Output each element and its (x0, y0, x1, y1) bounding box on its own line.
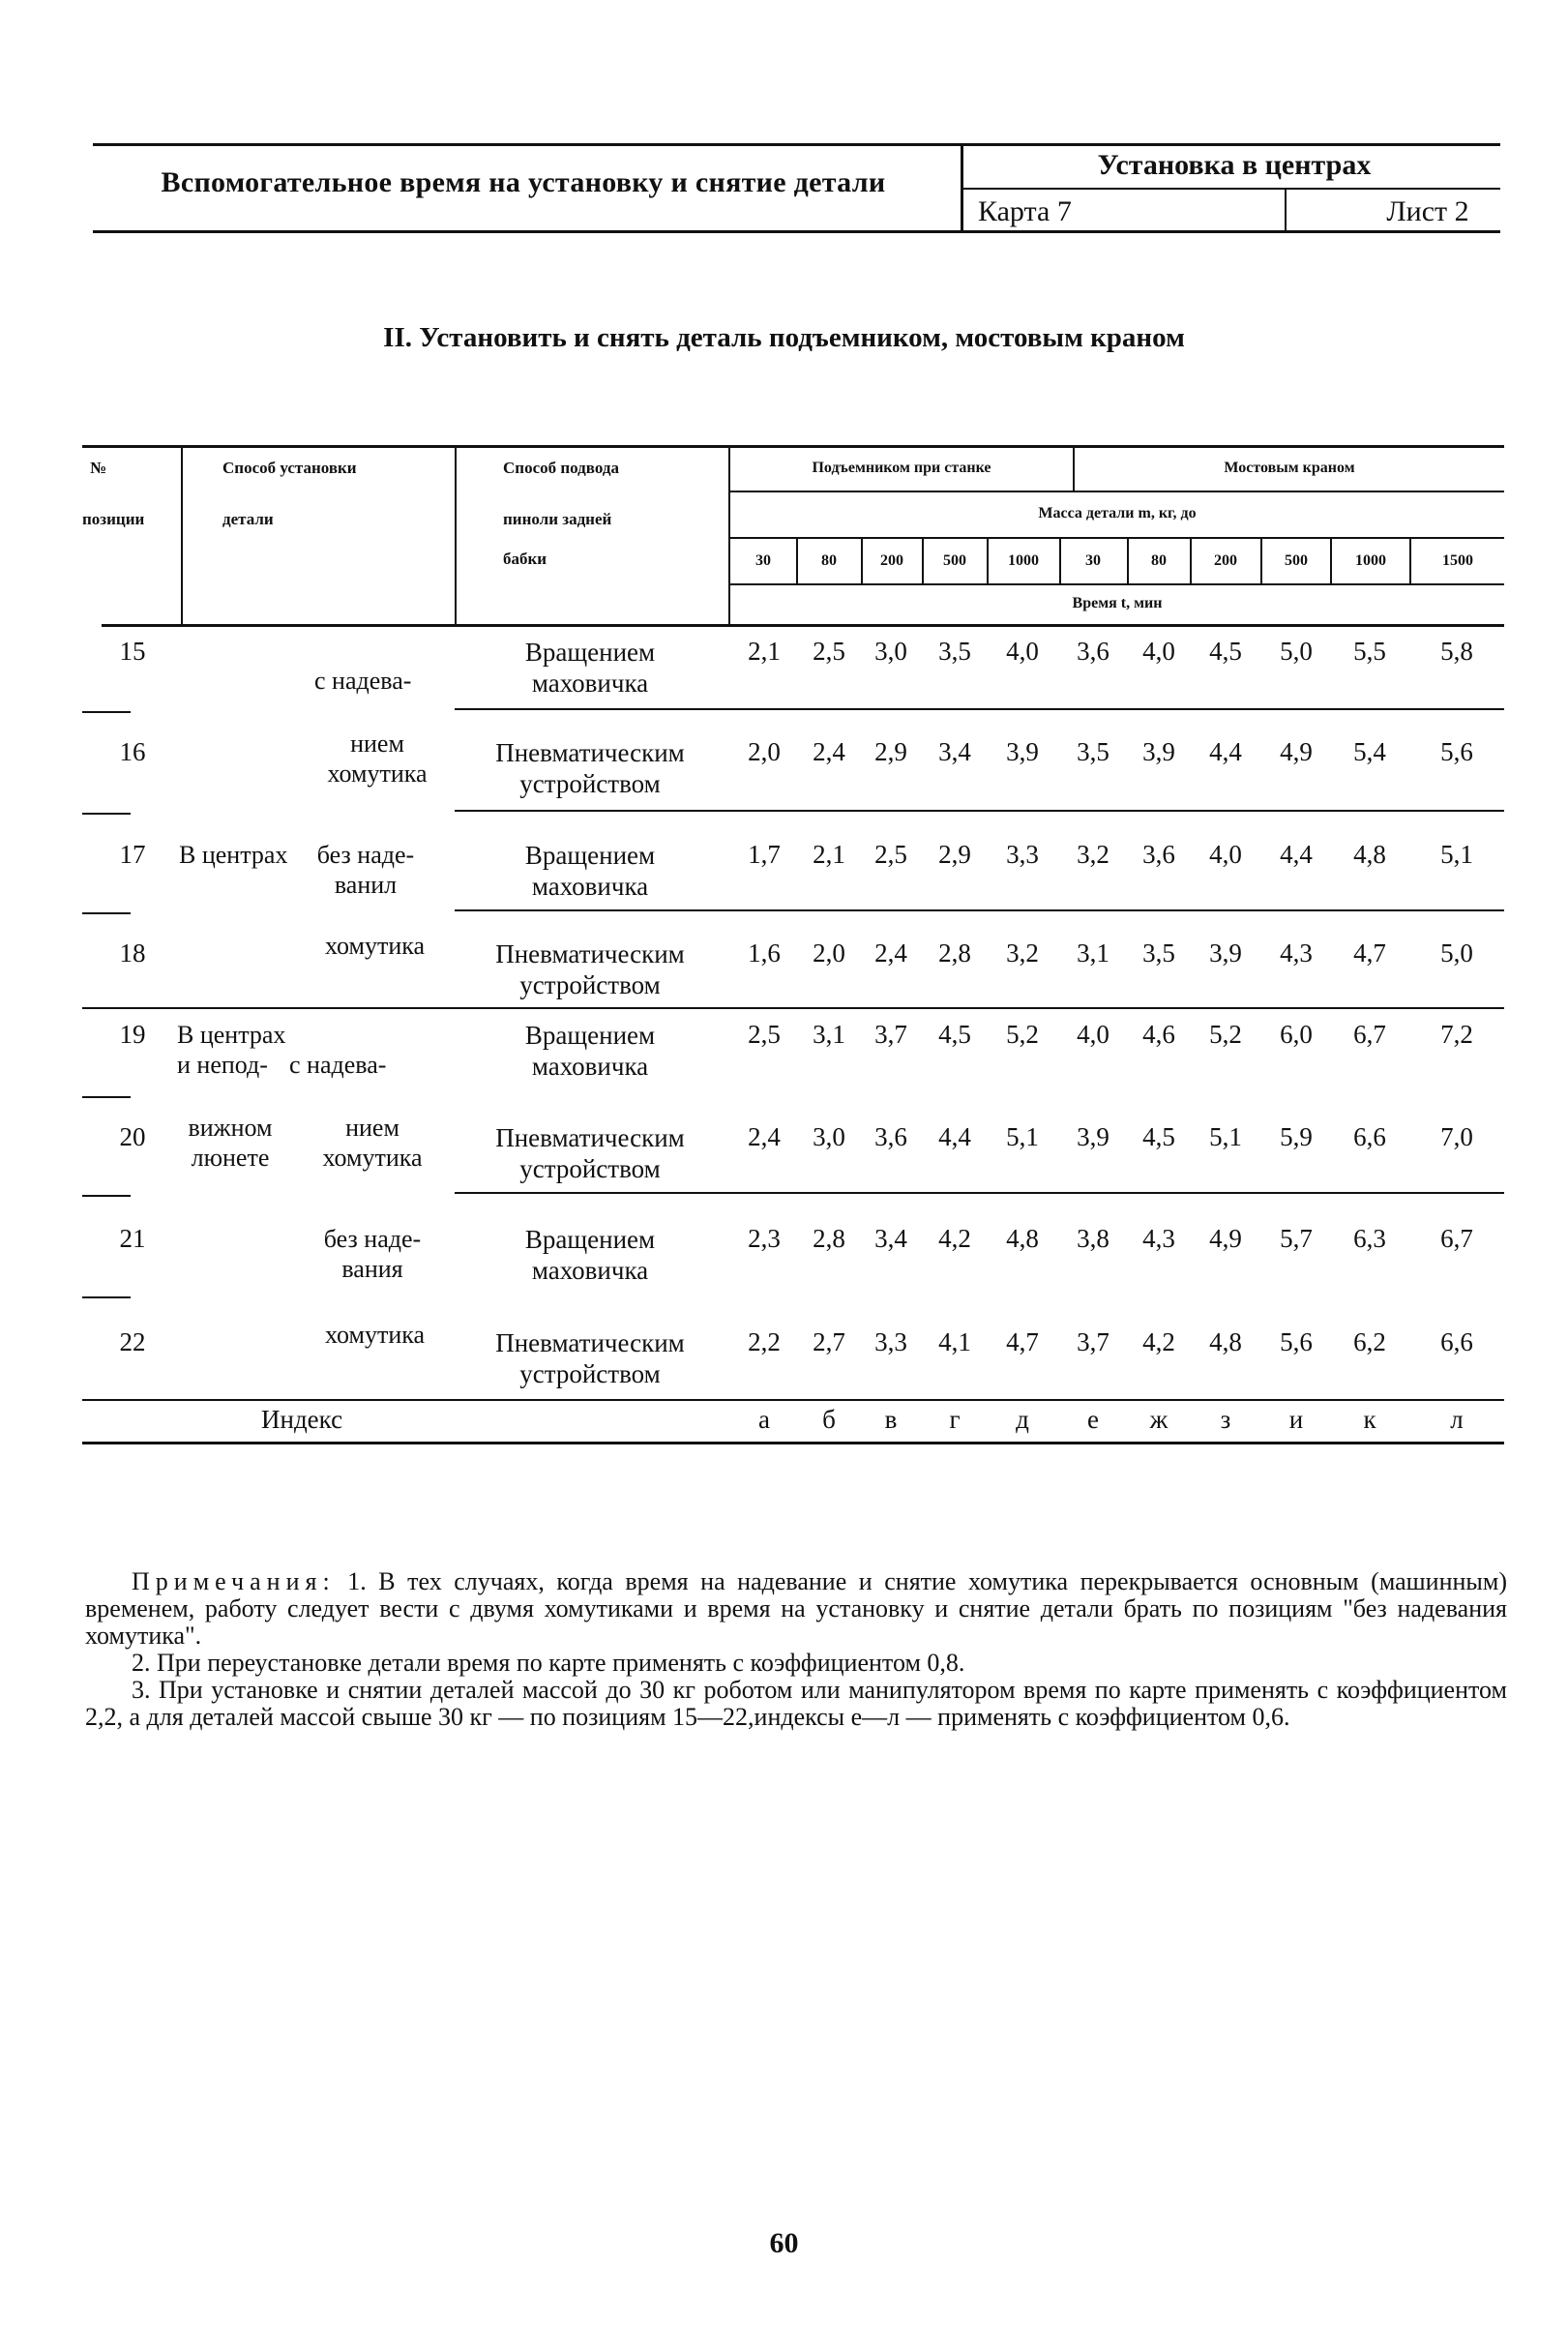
mass-cell: 200 (880, 552, 903, 569)
mass-cell: 1000 (1355, 552, 1386, 569)
time-value-cell: 4,3 (1142, 1224, 1175, 1253)
mass-cell: 80 (821, 552, 837, 569)
time-value-cell: 3,6 (1077, 637, 1109, 666)
col-feed-label-2: пиноли задней (503, 510, 612, 528)
position-number: 16 (119, 737, 146, 766)
time-value-cell: 1,7 (748, 840, 781, 869)
time-value-cell: 3,3 (874, 1327, 907, 1356)
col-feed-label: Способ подвода (503, 459, 619, 477)
time-value-cell: 2,8 (938, 938, 971, 968)
time-value-cell: 3,1 (1077, 938, 1109, 968)
time-value-cell: 6,7 (1353, 1020, 1386, 1049)
time-value-cell: 3,4 (938, 737, 971, 766)
time-value-cell: 5,7 (1280, 1224, 1313, 1253)
time-value-cell: 4,8 (1006, 1224, 1039, 1253)
time-value-cell: 4,8 (1209, 1327, 1242, 1356)
time-value-cell: 2,1 (748, 637, 781, 666)
index-letter: в (884, 1405, 898, 1434)
sheet-number: Лист 2 (1386, 195, 1469, 227)
time-header: Время t, мин (1072, 595, 1163, 611)
time-value-cell: 4,9 (1209, 1224, 1242, 1253)
time-value-cell: 5,8 (1440, 637, 1473, 666)
time-value-cell: 5,5 (1353, 637, 1386, 666)
time-value-cell: 4,5 (1142, 1122, 1175, 1151)
feed-method: Пневматическим устройством (495, 738, 685, 798)
time-value-cell: 3,3 (1006, 840, 1039, 869)
time-value-cell: 1,6 (748, 938, 781, 968)
feed-method: Пневматическим устройством (495, 1123, 685, 1183)
group-label-clamp-3: нием (345, 1114, 399, 1142)
index-letter: д (1016, 1405, 1029, 1434)
header-left-title: Вспомогательное время на установку и снятие детали (161, 166, 886, 198)
time-value-cell: 2,4 (813, 737, 845, 766)
position-number: 22 (119, 1327, 146, 1356)
index-letter: л (1450, 1405, 1464, 1434)
time-value-cell: 4,7 (1006, 1327, 1039, 1356)
time-value-cell: 3,5 (1077, 737, 1109, 766)
time-value-cell: 6,3 (1353, 1224, 1386, 1253)
group-label-steady-rest-2: люнете (191, 1144, 270, 1172)
feed-method: Пневматическим устройством (495, 939, 685, 999)
time-value-cell: 4,4 (938, 1122, 971, 1151)
group-crane-label: Мостовым краном (1224, 460, 1355, 476)
time-value-cell: 2,3 (748, 1224, 781, 1253)
time-value-cell: 5,2 (1209, 1020, 1242, 1049)
notes-lead: Примечания: (132, 1567, 336, 1595)
group-label-with-clamp-2: с надева- (289, 1051, 387, 1079)
time-value-cell: 7,0 (1440, 1122, 1473, 1151)
time-value-cell: 4,0 (1142, 637, 1175, 666)
time-value-cell: 5,9 (1280, 1122, 1313, 1151)
notes (85, 1568, 1507, 1731)
index-letter: к (1363, 1405, 1376, 1434)
feed-method: Вращением маховичка (524, 841, 656, 901)
time-value-cell: 5,6 (1280, 1327, 1313, 1356)
feed-method: Вращением маховичка (524, 1225, 656, 1285)
page-number: 60 (769, 2227, 799, 2259)
time-value-cell: 6,0 (1280, 1020, 1313, 1049)
time-value-cell: 7,2 (1440, 1020, 1473, 1049)
position-number: 17 (119, 840, 146, 869)
index-letter: ж (1149, 1405, 1169, 1434)
time-value-cell: 4,4 (1280, 840, 1313, 869)
position-number: 15 (119, 637, 146, 666)
time-value-cell: 3,7 (874, 1020, 907, 1049)
group-label-without-clamp-2: ванил (334, 871, 398, 899)
time-value-cell: 2,2 (748, 1327, 781, 1356)
group-label-without-clamp-1: без наде- (316, 841, 415, 869)
time-value-cell: 4,8 (1353, 840, 1386, 869)
index-letter: и (1288, 1405, 1304, 1434)
time-value-cell: 3,8 (1077, 1224, 1109, 1253)
time-value-cell: 2,8 (813, 1224, 845, 1253)
mass-header: Масса детали m, кг, до (1038, 505, 1197, 521)
time-value-cell: 2,7 (813, 1327, 845, 1356)
time-value-cell: 3,6 (874, 1122, 907, 1151)
mass-cell: 30 (1085, 552, 1101, 569)
time-value-cell: 4,1 (938, 1327, 971, 1356)
index-letter: е (1087, 1405, 1099, 1434)
time-value-cell: 2,4 (874, 938, 907, 968)
time-table (82, 445, 1504, 1451)
time-value-cell: 3,9 (1142, 737, 1175, 766)
time-value-cell: 3,1 (813, 1020, 845, 1049)
time-value-cell: 3,7 (1077, 1327, 1109, 1356)
time-value-cell: 4,4 (1209, 737, 1242, 766)
note-3: 3. При установке и снятии деталей массой до 30 кг роботом или манипулятором время по карте применять с коэффициентом 2,2, а для деталей массой свыше 30 кг — по позициям 15—22,индексы е—л — применять с коэффициентом 0,6. (85, 1676, 1507, 1731)
time-value-cell: 4,3 (1280, 938, 1313, 968)
mass-cell: 30 (755, 552, 771, 569)
feed-method: Вращением маховичка (524, 1021, 656, 1081)
index-letter: б (822, 1405, 836, 1434)
time-value-cell: 4,2 (938, 1224, 971, 1253)
index-letter: з (1220, 1405, 1231, 1434)
note-2: 2. При переустановке детали время по карте применять с коэффициентом 0,8. (132, 1649, 965, 1677)
group-lift-label: Подъемником при станке (812, 460, 991, 476)
time-value-cell: 4,9 (1280, 737, 1313, 766)
note-1: 1. В тех случаях, когда время на надевание и снятие хомутика перекрывается основным (машинным) временем, работу следует вести с двумя хомутиками и время на установку и снятие детали брать по позициям "без надевания хомутика". (85, 1567, 1507, 1650)
time-value-cell: 3,0 (813, 1122, 845, 1151)
group-label-clamp: хомутика (324, 932, 426, 960)
group-label-with-clamp: с надева- (314, 667, 412, 695)
col-install-label: Способ установки (222, 459, 357, 477)
time-value-cell: 5,1 (1209, 1122, 1242, 1151)
time-value-cell: 5,2 (1006, 1020, 1039, 1049)
time-value-cell: 4,5 (1209, 637, 1242, 666)
mass-cell: 500 (943, 552, 966, 569)
group-label-clamp-5: хомутика (324, 1321, 426, 1349)
time-value-cell: 2,9 (874, 737, 907, 766)
time-value-cell: 2,5 (874, 840, 907, 869)
feed-method: Пневматическим устройством (495, 1328, 685, 1388)
time-value-cell: 2,5 (748, 1020, 781, 1049)
header-right-title: Установка в центрах (1097, 149, 1372, 181)
index-letter: г (949, 1405, 961, 1434)
group-label-clamp-4: хомутика (322, 1144, 423, 1172)
time-value-cell: 5,0 (1440, 938, 1473, 968)
col-install-label-2: детали (222, 510, 274, 528)
time-value-cell: 6,6 (1353, 1122, 1386, 1151)
col-no-label-2: позиции (82, 510, 145, 528)
time-value-cell: 3,4 (874, 1224, 907, 1253)
time-value-cell: 3,9 (1006, 737, 1039, 766)
time-value-cell: 3,6 (1142, 840, 1175, 869)
col-feed-label-3: бабки (503, 550, 547, 568)
time-value-cell: 4,6 (1142, 1020, 1175, 1049)
time-value-cell: 2,0 (813, 938, 845, 968)
time-value-cell: 4,0 (1077, 1020, 1109, 1049)
group-label-clamp-2: хомутика (327, 759, 428, 788)
time-value-cell: 4,0 (1006, 637, 1039, 666)
time-value-cell: 2,9 (938, 840, 971, 869)
group-label-without-clamp-3: без наде- (323, 1225, 422, 1253)
section-title: II. Установить и снять деталь подъемником, мостовым краном (383, 322, 1185, 353)
col-no-label: № (90, 459, 107, 477)
mass-cell: 1000 (1008, 552, 1039, 569)
time-value-cell: 5,6 (1440, 737, 1473, 766)
time-value-cell: 3,0 (874, 637, 907, 666)
time-value-cell: 5,1 (1440, 840, 1473, 869)
mass-cell: 500 (1285, 552, 1308, 569)
time-value-cell: 3,2 (1077, 840, 1109, 869)
time-value-cell: 4,2 (1142, 1327, 1175, 1356)
index-label: Индекс (261, 1405, 343, 1434)
group-label-centers-steady-2: и непод- (177, 1051, 268, 1079)
time-value-cell: 2,4 (748, 1122, 781, 1151)
position-number: 19 (119, 1020, 146, 1049)
index-letter: а (758, 1405, 770, 1434)
group-label-centers-steady-1: В центрах (177, 1021, 286, 1049)
mass-cell: 1500 (1442, 552, 1473, 569)
time-value-cell: 2,5 (813, 637, 845, 666)
time-value-cell: 4,0 (1209, 840, 1242, 869)
feed-method: Вращением маховичка (524, 638, 656, 698)
time-value-cell: 3,9 (1077, 1122, 1109, 1151)
time-value-cell: 5,0 (1280, 637, 1313, 666)
time-value-cell: 6,2 (1353, 1327, 1386, 1356)
group-label-clamp-1: нием (350, 729, 404, 758)
mass-cell: 80 (1151, 552, 1167, 569)
time-value-cell: 2,1 (813, 840, 845, 869)
time-value-cell: 6,6 (1440, 1327, 1473, 1356)
card-number: Карта 7 (978, 195, 1072, 227)
time-value-cell: 5,4 (1353, 737, 1386, 766)
time-value-cell: 3,2 (1006, 938, 1039, 968)
time-value-cell: 5,1 (1006, 1122, 1039, 1151)
time-value-cell: 2,0 (748, 737, 781, 766)
time-value-cell: 3,5 (1142, 938, 1175, 968)
time-value-cell: 4,7 (1353, 938, 1386, 968)
card-header (93, 143, 1500, 236)
time-value-cell: 3,9 (1209, 938, 1242, 968)
position-number: 18 (119, 938, 146, 968)
position-number: 20 (119, 1122, 146, 1151)
time-value-cell: 6,7 (1440, 1224, 1473, 1253)
group-label-steady-rest-1: вижном (188, 1114, 273, 1142)
mass-cell: 200 (1214, 552, 1237, 569)
group-label-without-clamp-4: вания (341, 1255, 403, 1283)
time-value-cell: 4,5 (938, 1020, 971, 1049)
position-number: 21 (119, 1224, 146, 1253)
time-value-cell: 3,5 (938, 637, 971, 666)
group-label-centers: В центрах (179, 841, 288, 869)
